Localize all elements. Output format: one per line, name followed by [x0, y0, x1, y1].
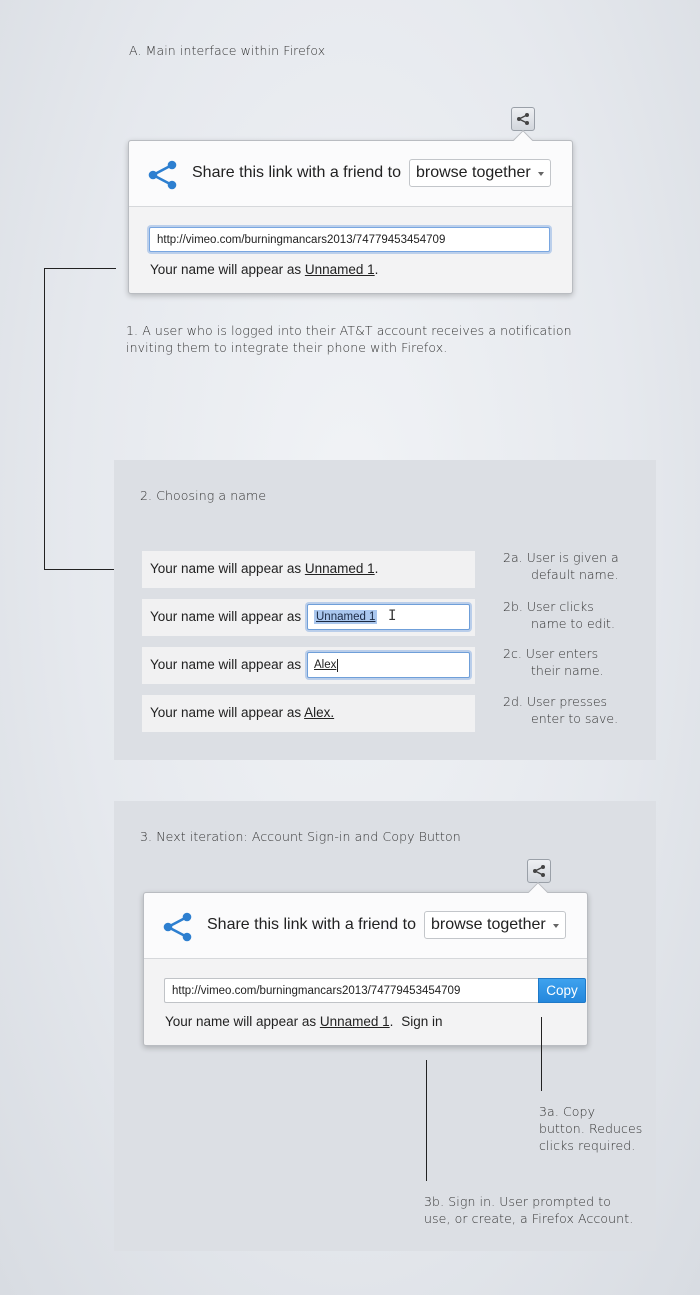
note-label: 2b.: [503, 599, 523, 614]
name-prefix: Your name will appear as: [165, 1014, 317, 1029]
note-1: [126, 322, 572, 356]
chevron-down-icon: [553, 924, 559, 928]
name-state-saved: [142, 695, 475, 732]
note-text: name to edit.: [531, 616, 615, 631]
name-period: .: [374, 262, 379, 277]
url-field[interactable]: [149, 227, 550, 252]
share-icon: [147, 160, 177, 190]
note-text: enter to save.: [531, 711, 619, 726]
note-text: User is given a: [526, 550, 619, 565]
sign-in-link[interactable]: Sign in: [401, 1014, 443, 1029]
name-line: [165, 1014, 442, 1029]
share-icon: [516, 112, 530, 126]
name-prefix: Your name will appear as: [150, 705, 302, 720]
selected-name: Unnamed 1: [316, 611, 376, 623]
name-line: [150, 262, 378, 277]
url-copy-group: [164, 978, 586, 1003]
note-text: User enters: [525, 646, 599, 661]
name-state-default: [142, 551, 475, 588]
panel-header: [129, 141, 572, 207]
note-2d: [503, 693, 618, 727]
name-state-editing: [142, 599, 475, 636]
url-text: http://vimeo.com/burningmancars2013/74779453454709: [157, 233, 446, 246]
share-icon: [162, 912, 192, 942]
name-link[interactable]: Unnamed 1: [304, 262, 375, 277]
dropdown-value: browse together: [431, 916, 546, 933]
share-prompt: Share this link with a friend to: [207, 916, 416, 933]
connector-line: [44, 268, 45, 570]
note-3b-line1: 3b. Sign in. User prompted to: [424, 1194, 611, 1209]
share-panel: [128, 140, 573, 294]
callout-line-copy: [541, 1017, 542, 1091]
copy-button[interactable]: Copy: [538, 978, 586, 1003]
note-label: 2d.: [503, 694, 523, 709]
name-input[interactable]: [307, 652, 470, 678]
section-3-title: 3. Next iteration: Account Sign-in and Copy Button: [140, 829, 461, 844]
callout-line-sign-in: [426, 1060, 427, 1181]
share-prompt: Share this link with a friend to: [192, 164, 401, 181]
typed-name: Alex: [314, 659, 337, 671]
name-link[interactable]: Unnamed 1: [319, 1014, 390, 1029]
name-line: [150, 705, 334, 720]
note-text: User clicks: [526, 599, 594, 614]
note-3a: [539, 1103, 642, 1154]
name-prefix: Your name will appear as: [150, 609, 302, 624]
panel-header: [144, 893, 587, 959]
note-2c: [503, 645, 604, 679]
note-3b: [424, 1193, 633, 1227]
section-2-title: 2. Choosing a name: [140, 488, 267, 503]
note-3a-line3: clicks required.: [539, 1138, 636, 1153]
name-prefix: Your name will appear as: [150, 657, 302, 672]
name-prefix: Your name will appear as: [150, 561, 302, 576]
note-1-line1: 1. A user who is logged into their AT&T account receives a notification: [126, 323, 572, 338]
toolbar-share-button[interactable]: [511, 107, 535, 131]
name-state-entering: [142, 647, 475, 684]
text-caret: [337, 659, 338, 672]
name-line: [150, 609, 301, 624]
name-prefix: Your name will appear as: [150, 262, 302, 277]
name-period: .: [389, 1014, 394, 1029]
share-panel-v2: [143, 892, 588, 1046]
share-icon: [532, 864, 546, 878]
name-link[interactable]: Unnamed 1: [304, 561, 375, 576]
text-cursor-icon: I: [388, 608, 397, 624]
name-link[interactable]: Alex.: [304, 705, 335, 720]
note-label: 2a.: [503, 550, 523, 565]
name-line: [150, 561, 378, 576]
url-field[interactable]: [164, 978, 539, 1003]
toolbar-share-button[interactable]: [527, 859, 551, 883]
chevron-down-icon: [538, 172, 544, 176]
note-3a-line1: 3a. Copy: [539, 1104, 596, 1119]
note-2b: [503, 598, 615, 632]
note-2a: [503, 549, 619, 583]
note-3a-line2: button. Reduces: [539, 1121, 643, 1136]
mode-dropdown[interactable]: [409, 159, 551, 187]
name-line: [150, 657, 301, 672]
dropdown-value: browse together: [416, 164, 531, 181]
name-period: .: [374, 561, 379, 576]
mode-dropdown[interactable]: [424, 911, 566, 939]
note-3b-line2: use, or create, a Firefox Account.: [424, 1211, 634, 1226]
note-text: User presses: [526, 694, 608, 709]
note-label: 2c.: [503, 646, 522, 661]
note-text: their name.: [531, 663, 604, 678]
note-1-line2: inviting them to integrate their phone with Firefox.: [126, 340, 448, 355]
connector-line: [44, 268, 116, 269]
note-text: default name.: [531, 567, 619, 582]
main-title: A. Main interface within Firefox: [129, 43, 326, 58]
url-text: http://vimeo.com/burningmancars2013/74779453454709: [172, 984, 461, 997]
